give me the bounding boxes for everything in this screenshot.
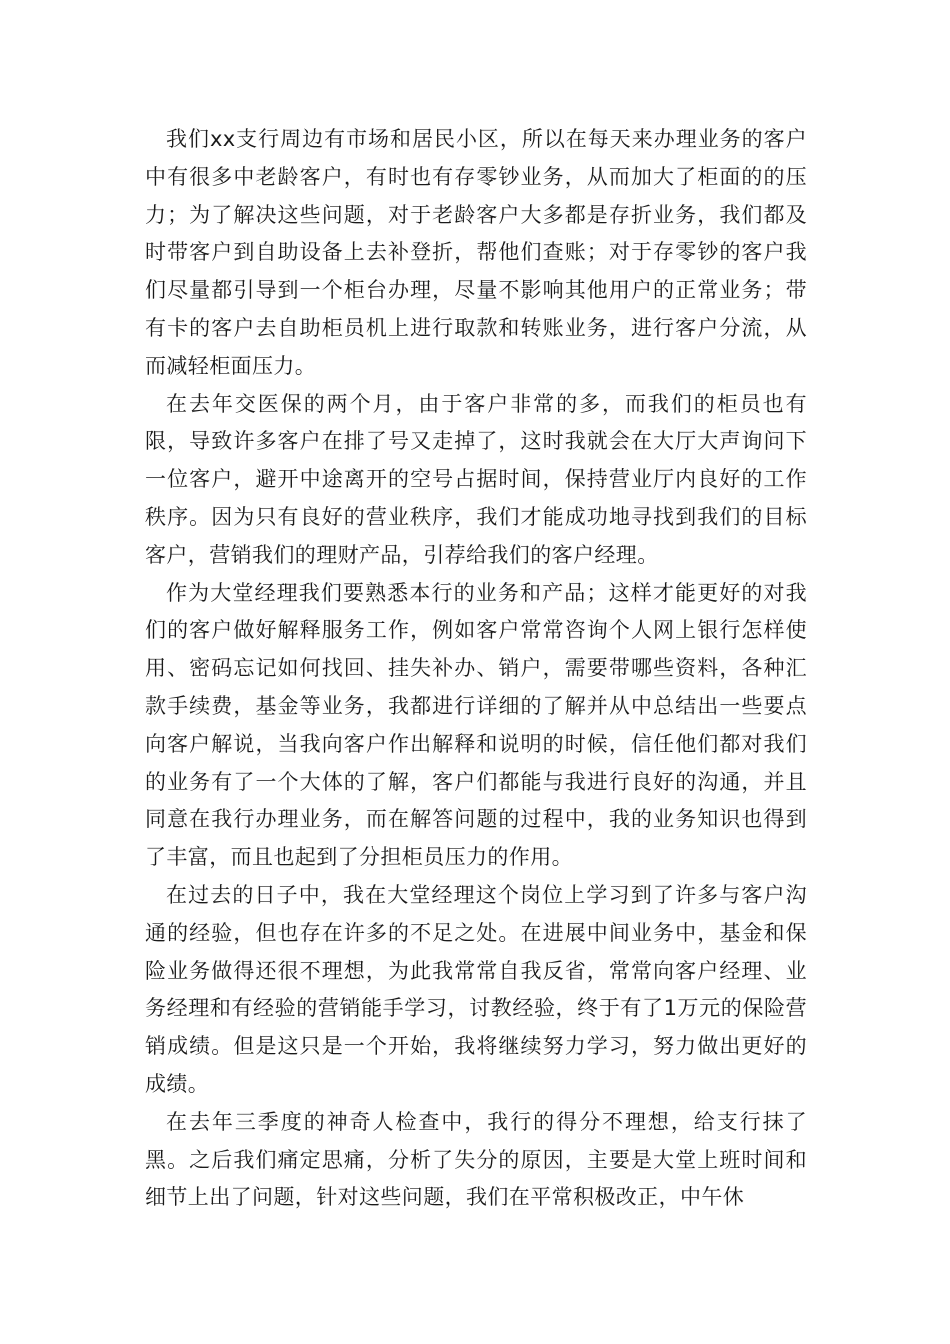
paragraph-4: 在过去的日子中，我在大堂经理这个岗位上学习到了许多与客户沟通的经验，但也存在许多的不足之处。在进展中间业务中，基金和保险业务做得还很不理想，为此我常常自我反省，常常向客户经理、业务经理和有经验的营销能手学习，讨教经验，终于有了1万元的保险营销成绩。但是这只是一个开始，我将继续努力学习，努力做出更好的成绩。 [145, 882, 807, 1096]
paragraph-2: 在去年交医保的两个月，由于客户非常的多，而我们的柜员也有限，导致许多客户在排了号又走掉了，这时我就会在大厅大声询问下一位客户，避开中途离开的空号占据时间，保持营业厅内良好的工作秩序。因为只有良好的营业秩序，我们才能成功地寻找到我们的目标客户，营销我们的理财产品，引荐给我们的客户经理。 [145, 391, 807, 567]
paragraph-3: 作为大堂经理我们要熟悉本行的业务和产品；这样才能更好的对我们的客户做好解释服务工作，例如客户常常咨询个人网上银行怎样使用、密码忘记如何找回、挂失补办、销户，需要带哪些资料，各种汇款手续费，基金等业务，我都进行详细的了解并从中总结出一些要点向客户解说，当我向客户作出解释和说明的时候，信任他们都对我们的业务有了一个大体的了解，客户们都能与我进行良好的沟通，并且同意在我行办理业务，而在解答问题的过程中，我的业务知识也得到了丰富，而且也起到了分担柜员压力的作用。 [145, 580, 807, 870]
paragraph-1: 我们xx支行周边有市场和居民小区，所以在每天来办理业务的客户中有很多中老龄客户，有时也有存零钞业务，从而加大了柜面的的压力；为了解决这些问题，对于老龄客户大多都是存折业务，我们都及时带客户到自助设备上去补登折，帮他们查账；对于存零钞的客户我们尽量都引导到一个柜台办理，尽量不影响其他用户的正常业务；带有卡的客户去自助柜员机上进行取款和转账业务，进行客户分流，从而减轻柜面压力。 [145, 127, 807, 378]
paragraph-5: 在去年三季度的神奇人检查中，我行的得分不理想，给支行抹了黑。之后我们痛定思痛，分析了失分的原因，主要是大堂上班时间和细节上出了问题，针对这些问题，我们在平常积极改正，中午休 [145, 1109, 807, 1210]
document-body [145, 121, 807, 1217]
